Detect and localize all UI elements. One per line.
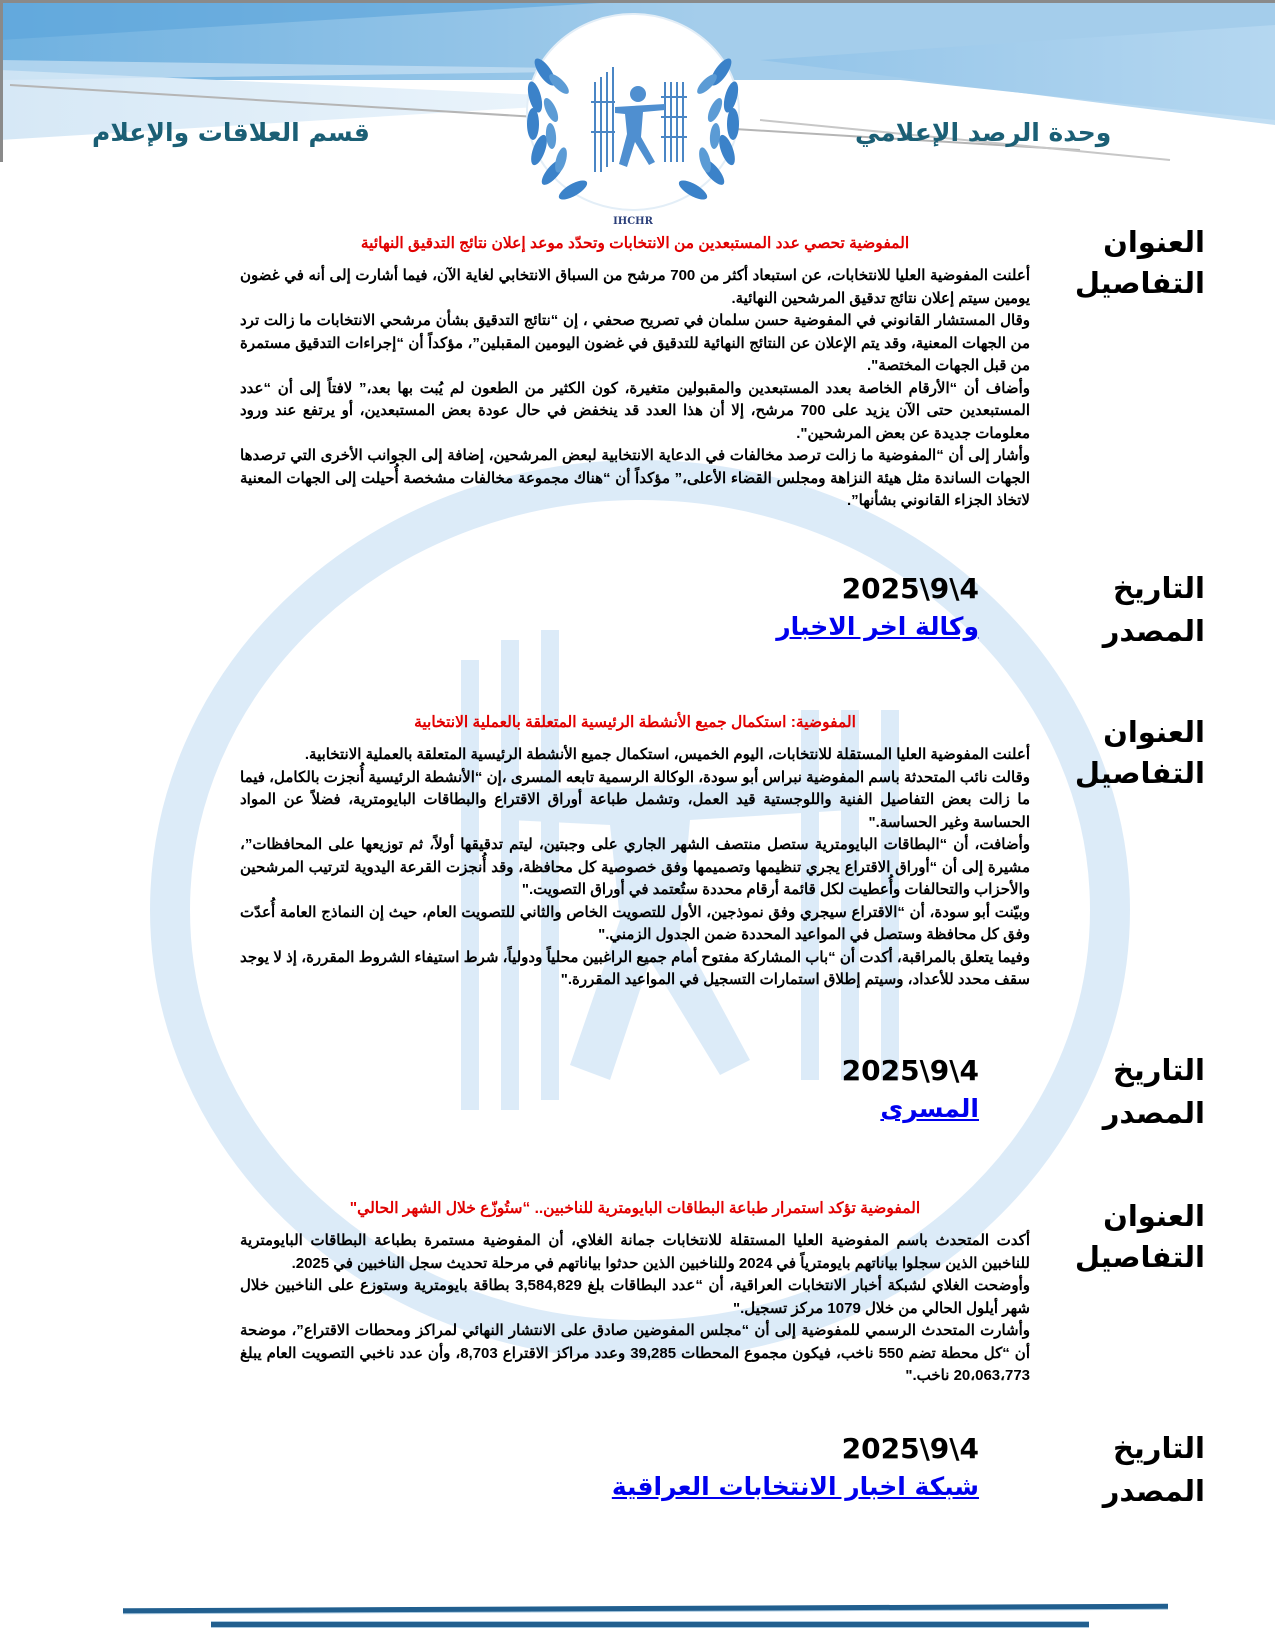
source-link[interactable]: شبكة اخبار الانتخابات العراقية <box>611 1472 979 1501</box>
article-paragraph: وأضافت، أن “البطاقات البايومترية ستصل منتصف الشهر الجاري على وجبتين، ليتم تدقيقها أولاً، ثم توزيعها على المحافظات”، مشيرة إلى أن “أوراق الاقتراع يجري تنظيمها وتصميمها وفق خصوصية كل محافظة، وقد أُنجزت القرعة اليدوية لترتيب المرشحين والأحزاب والتحالفات وأُعطيت لكل قائمة أرقام محددة ستُعتمد في أوراق التصويت." <box>240 836 1030 898</box>
date-label: التاريخ <box>1112 1431 1205 1465</box>
article-3-labels <box>1025 1196 1205 1278</box>
details-label: التفاصيل <box>1074 1240 1205 1274</box>
title-label: العنوان <box>1103 225 1205 259</box>
source-label: المصدر <box>1102 614 1205 648</box>
date-label: التاريخ <box>1112 1053 1205 1087</box>
article-paragraph: وفيما يتعلق بالمراقبة، أكدت أن “باب المشاركة مفتوح أمام جميع الراغبين محلياً ودولياً، شرط استيفاء الشروط المقررة، إذ لا يوجد سقف محدد للأعداد، وسيتم إطلاق استمارات التسجيل في المواعيد المقررة." <box>240 948 1030 988</box>
article-paragraph: وقال المستشار القانوني في المفوضية حسن سلمان في تصريح صحفي ، إن “نتائج التدقيق بشأن مرشحي الانتخابات ما زالت ترد من الجهات المعنية، وقد يتم الإعلان عن النتائج النهائية للتدقيق في غضون اليومين المقبلين”، مؤكداً أن “إجراءات التدقيق مستمرة من قبل الجهات المختصة". <box>240 312 1030 374</box>
article-paragraph: وأضاف أن “الأرقام الخاصة بعدد المستبعدين والمقبولين متغيرة، كون الكثير من الطعون لم يُبت بها بعد،” لافتاً إلى أن “عدد المستبعدين حتى الآن يزيد على 700 مرشح، إلا أن هذا العدد قد ينخفض في حال عودة بعض المستبعدين، أو يرتفع عند ورود معلومات جديدة عن بعض المرشحين". <box>240 379 1031 442</box>
article-paragraph: وبيّنت أبو سودة، أن “الاقتراع سيجري وفق نموذجين، الأول للتصويت الخاص والثاني للتصويت العام، حيث إن النماذج العامة أُعدّت وفق كل محافظة وستصل في المواعيد المحددة ضمن الجدول الزمني." <box>240 903 1030 943</box>
details-label: التفاصيل <box>1074 266 1205 300</box>
footer-divider-top <box>123 1604 1168 1614</box>
article-date: 2025\9\4 <box>841 572 979 605</box>
footer-divider-bottom <box>211 1622 1089 1627</box>
article-paragraph: أكدت المتحدث باسم المفوضية العليا المستقلة للانتخابات جمانة الغلاي، أن المفوضية مستمرة بطباعة البطاقات البايومترية للناخبين الذين سجلوا بياناتهم بايومترياً في 2024 وللناخبين الذين حدثوا بياناتهم في مرحلة تحديث سجل الناخبين في 2025. <box>240 1232 1030 1272</box>
article-paragraph: أعلنت المفوضية العليا للانتخابات، عن استبعاد أكثر من 700 مرشح من السباق الانتخابي لغاية الآن، فيما أشارت إلى أنه في غضون يومين سيتم إعلان نتائج تدقيق المرشحين النهائية. <box>240 267 1030 307</box>
article-title: المفوضية تحصي عدد المستبعدين من الانتخابات وتحدّد موعد إعلان نتائج التدقيق النهائية <box>360 235 910 252</box>
article-1-labels <box>1025 222 1205 304</box>
article-1-content <box>240 233 1030 513</box>
article-2-labels <box>1025 712 1205 794</box>
article-paragraph: وقالت نائب المتحدثة باسم المفوضية نبراس أبو سودة، الوكالة الرسمية تابعه المسرى ،إن “الأنشطة الرئيسية أُنجزت بالكامل، فيما ما زالت بعض التفاصيل الفنية واللوجستية قيد العمل، وتشمل طباعة أوراق الاقتراع والبطاقات البايومترية، فضلاً عن المواد الحساسة وغير الحساسة." <box>240 768 1030 831</box>
article-title: المفوضية تؤكد استمرار طباعة البطاقات البايومترية للناخبين.. “ستُوزّع خلال الشهر الحالي" <box>349 1200 921 1217</box>
article-date: 2025\9\4 <box>841 1432 979 1465</box>
article-2-content <box>240 712 1030 992</box>
title-label: العنوان <box>1103 715 1205 749</box>
department-name-heading: قسم العلاقات والإعلام <box>92 118 370 147</box>
source-label: المصدر <box>1102 1096 1205 1130</box>
organization-logo <box>515 12 755 227</box>
details-label: التفاصيل <box>1074 756 1205 790</box>
article-paragraph: أعلنت المفوضية العليا المستقلة للانتخابات، اليوم الخميس، استكمال جميع الأنشطة الرئيسية المتعلقة بالعملية الانتخابية. <box>304 746 1030 763</box>
source-link[interactable]: المسرى <box>880 1094 979 1123</box>
page-left-border <box>0 0 3 162</box>
source-link[interactable]: وكالة اخر الاخبار <box>776 612 979 641</box>
unit-name-heading: وحدة الرصد الإعلامي <box>855 118 1112 147</box>
article-paragraph: وأشار إلى أن “المفوضية ما زالت ترصد مخالفات في الدعاية الانتخابية لبعض المرشحين، إضافة إلى الجوانب الأخرى التي ترصدها الجهات الساندة مثل هيئة النزاهة ومجلس القضاء الأعلى،” مؤكداً أن “هناك مجموعة مخالفات مشخصة أُحيلت إلى الجهات المعنية لاتخاذ الجزاء القانوني بشأنها”. <box>240 447 1030 509</box>
logo-caption: IHCHR <box>613 216 653 227</box>
date-label: التاريخ <box>1112 571 1205 605</box>
article-title: المفوضية: استكمال جميع الأنشطة الرئيسية المتعلقة بالعملية الانتخابية <box>414 714 856 731</box>
article-date: 2025\9\4 <box>841 1054 979 1087</box>
source-label: المصدر <box>1102 1474 1205 1508</box>
article-3-content <box>240 1198 1030 1388</box>
article-paragraph: وأوضحت الغلاي لشبكة أخبار الانتخابات العراقية، أن “عدد البطاقات بلغ 3,584,829 بطاقة بايومترية وستوزع على الناخبين خلال شهر أيلول الحالي من خلال 1079 مركز تسجيل." <box>240 1277 1030 1317</box>
article-paragraph: وأشارت المتحدث الرسمي للمفوضية إلى أن “مجلس المفوضين صادق على الانتشار النهائي لمراكز ومحطات الاقتراع”، موضحة أن “كل محطة تضم 550 ناخب، فيكون مجموع المحطات 39,285 وعدد مراكز الاقتراع 8,703، وأن عدد ناخبي التصويت العام يبلغ 20،063،773 ناخب." <box>240 1322 1030 1384</box>
title-label: العنوان <box>1103 1199 1205 1233</box>
